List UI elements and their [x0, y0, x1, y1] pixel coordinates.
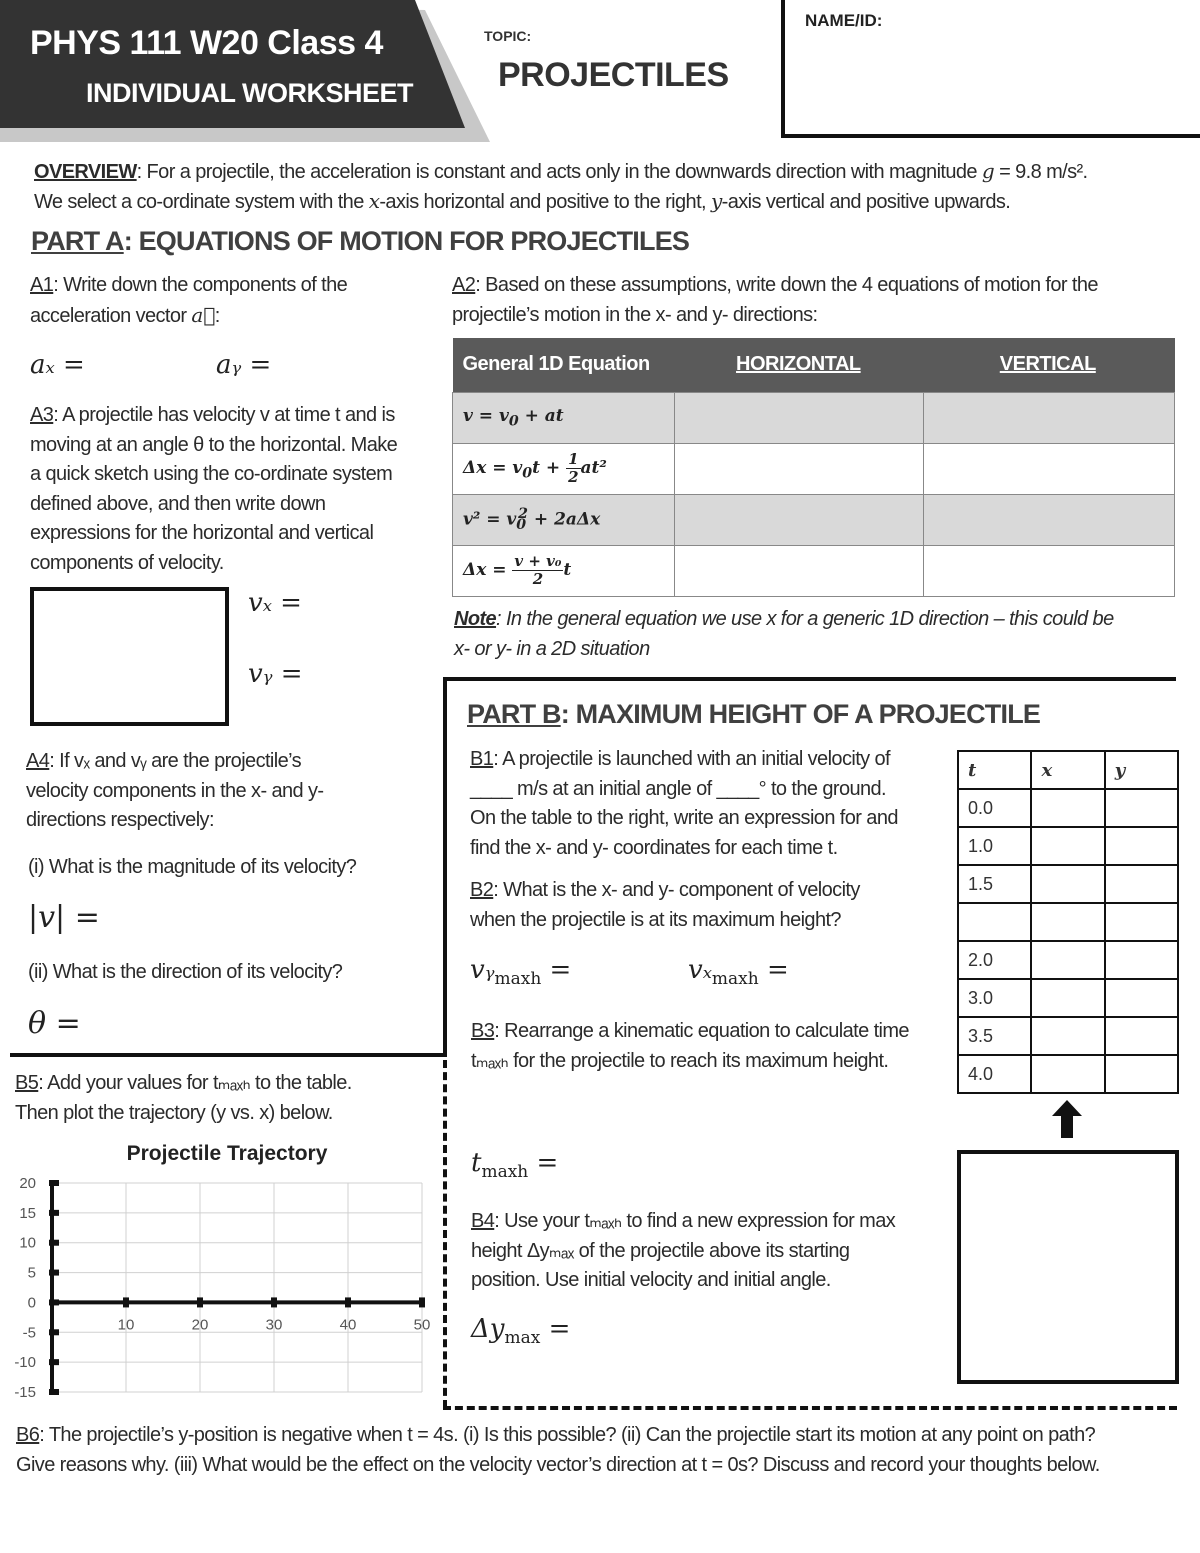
overview-line-2: We select a co-ordinate system with the x-axis horizontal and positive to the right, y-axis vertical and positive upwards.: [34, 189, 1011, 213]
b-time-cell-tmaxh[interactable]: [958, 903, 1031, 941]
ax-answer[interactable]: aₓ =: [30, 350, 85, 380]
b5-question: B5: Add your values for tₘₐₓₕ to the table. Then plot the trajectory (y vs. x) below.: [15, 1072, 352, 1124]
eq-row-4: Δx = $\frac{\text{v + v₀}}{2}$ t: [453, 545, 675, 596]
eq-row-3: $v^2 = v_0^2 + 2a\Delta x$: [453, 494, 675, 545]
x-tick-label: 10: [117, 1316, 135, 1334]
vy-maxh-answer[interactable]: vᵧ$_{maxh}$ =: [470, 955, 572, 990]
course-title: PHYS 111 W20 Class 4: [30, 24, 383, 62]
b-time-cell: 1.0: [958, 827, 1031, 865]
y-tick-mark: [49, 1180, 59, 1186]
dashed-divider-horizontal: [443, 1406, 1177, 1410]
a3-question: A3: A projectile has velocity v at time t and is moving at an angle θ to the horizontal. Make a quick sketch using the co-ordinate system defined above, and then write down expressions for the horizontal and vertical components of velocity.: [30, 404, 398, 574]
eq-cell-v4[interactable]: [924, 545, 1175, 596]
a2-question: A2: Based on these assumptions, write down the 4 equations of motion for the projectile’s motion in the x- and y- directions:: [452, 274, 1098, 326]
x-tick-mark: [345, 1297, 351, 1307]
b-x-cell[interactable]: [1031, 1017, 1104, 1055]
eq-cell-h3[interactable]: [674, 494, 924, 545]
b-y-cell[interactable]: [1105, 979, 1178, 1017]
y-tick-label: 15: [19, 1204, 36, 1222]
part-b-heading: PART B: MAXIMUM HEIGHT OF A PROJECTILE: [467, 699, 1041, 729]
b-time-cell: 3.0: [958, 979, 1031, 1017]
y-tick-mark: [49, 1359, 59, 1365]
b-x-cell[interactable]: [1031, 979, 1104, 1017]
topic-title: PROJECTILES: [498, 56, 729, 94]
dy-max-answer[interactable]: $\Delta y_{max}$ =: [471, 1314, 571, 1349]
eq-cell-v2[interactable]: [924, 443, 1175, 494]
part-a-heading: PART A: EQUATIONS OF MOTION FOR PROJECTILES: [31, 226, 690, 256]
a4-question: A4: If vₓ and vᵧ are the projectile’s velocity components in the x- and y- directions respectively:: [26, 750, 324, 831]
eq-cell-v3[interactable]: [924, 494, 1175, 545]
chart-grid: [52, 1183, 422, 1392]
y-tick-label: 5: [27, 1264, 36, 1282]
theta-answer[interactable]: θ =: [28, 1006, 81, 1041]
eq-cell-h1[interactable]: [674, 392, 924, 443]
a1-question: A1: Write down the components of the acceleration vector a⃗:: [30, 274, 348, 327]
y-tick-label: 20: [19, 1175, 36, 1192]
a4-q1: (i) What is the magnitude of its velocity?: [28, 856, 357, 878]
part-b-top-border: [443, 677, 1176, 681]
worksheet-subtitle: INDIVIDUAL WORKSHEET: [86, 78, 414, 108]
time-position-table: [957, 750, 1179, 1094]
overview-label: OVERVIEW: [34, 161, 137, 183]
a4-q2: (ii) What is the direction of its velocity?: [28, 961, 343, 983]
eq-header-horizontal: HORIZONTAL: [674, 338, 924, 392]
vx-answer[interactable]: vₓ =: [248, 588, 302, 618]
y-tick-label: -10: [14, 1354, 36, 1372]
note-text: Note: In the general equation we use x for a generic 1D direction – this could be x- or y- in a 2D situation: [454, 608, 1114, 660]
eq-row-1: $v = v_0$ + at: [453, 392, 675, 443]
y-tick-mark: [49, 1299, 59, 1305]
name-id-label: NAME/ID:: [805, 11, 883, 30]
chart-axes: [52, 1183, 422, 1392]
b3-question: B3: Rearrange a kinematic equation to calculate time tₘₐₓₕ for the projectile to reach its maximum height.: [471, 1020, 909, 1072]
b-time-cell: 2.0: [958, 941, 1031, 979]
b-y-cell[interactable]: [1105, 789, 1178, 827]
header-shape: [0, 0, 490, 142]
b-time-cell: 0.0: [958, 789, 1031, 827]
y-tick-mark: [49, 1329, 59, 1335]
chart-title: Projectile Trajectory: [126, 1142, 328, 1165]
eq-cell-h4[interactable]: [674, 545, 924, 596]
b-y-cell[interactable]: [1105, 903, 1178, 941]
y-tick-label: 10: [19, 1234, 36, 1252]
header-banner: [0, 0, 490, 142]
b-x-cell[interactable]: [1031, 865, 1104, 903]
b-y-cell[interactable]: [1105, 827, 1178, 865]
b2-question: B2: What is the x- and y- component of velocity when the projectile is at its maximum height?: [470, 879, 860, 931]
y-tick-label: 0: [27, 1294, 36, 1312]
x-tick-mark: [419, 1297, 425, 1307]
a3-sketch-box[interactable]: [30, 587, 229, 726]
y-tick-label: -15: [14, 1384, 36, 1401]
part-a-bottom-border: [10, 1053, 447, 1057]
b-header-x: x: [1031, 751, 1104, 789]
equations-table: [452, 338, 1175, 597]
b6-question: B6: The projectile’s y-position is negative when t = 4s. (i) Is this possible? (ii) Can the projectile start its motion at any point on path? Give reasons why. (iii) What would be the effect on the velocity vector’s direction at t = 0s? Discuss and record your thoughts below.: [16, 1424, 1100, 1476]
y-tick-label: -5: [22, 1324, 36, 1342]
b-time-cell: 4.0: [958, 1055, 1031, 1093]
part-b-left-border: [443, 677, 447, 1057]
b-time-cell: 3.5: [958, 1017, 1031, 1055]
b-header-y: y: [1105, 751, 1178, 789]
trajectory-chart[interactable]: [0, 1135, 440, 1405]
y-tick-mark: [49, 1389, 59, 1395]
b-time-cell: 1.5: [958, 865, 1031, 903]
dashed-divider-vertical: [443, 1060, 447, 1408]
vx-maxh-answer[interactable]: vₓ$_{maxh}$ =: [688, 955, 789, 990]
eq-row-2: $\Delta x = v_0t$ + $\frac{1}{2}$ at²: [453, 443, 675, 494]
eq-cell-h2[interactable]: [674, 443, 924, 494]
x-tick-label: 50: [413, 1316, 431, 1334]
b-y-cell[interactable]: [1105, 1055, 1178, 1093]
b-x-cell[interactable]: [1031, 1055, 1104, 1093]
y-tick-mark: [49, 1240, 59, 1246]
chart-ticks: [14, 1175, 430, 1401]
b-header-t: t: [958, 751, 1031, 789]
b-x-cell[interactable]: [1031, 903, 1104, 941]
eq-cell-v1[interactable]: [924, 392, 1175, 443]
eq-header-general: General 1D Equation: [453, 338, 675, 392]
velocity-magnitude-answer[interactable]: |v| =: [28, 900, 100, 935]
x-tick-label: 20: [191, 1316, 209, 1334]
y-tick-mark: [49, 1270, 59, 1276]
b4-work-box[interactable]: [957, 1150, 1179, 1384]
x-tick-mark: [197, 1297, 203, 1307]
x-tick-mark: [271, 1297, 277, 1307]
b-y-cell[interactable]: [1105, 941, 1178, 979]
ay-answer[interactable]: aᵧ =: [216, 350, 272, 380]
b-y-cell[interactable]: [1105, 865, 1178, 903]
overview-line-1: OVERVIEW: For a projectile, the acceleration is constant and acts only in the downwards direction with magnitude g = 9.8 m/s².: [34, 159, 1088, 183]
name-id-box[interactable]: [781, 0, 1200, 138]
vy-answer[interactable]: vᵧ =: [248, 659, 303, 689]
up-arrow-icon: [1052, 1100, 1082, 1138]
y-tick-mark: [49, 1210, 59, 1216]
b1-question: B1: A projectile is launched with an initial velocity of ____ m/s at an initial angle of ____° to the ground. On the table to the right, write an expression for and find the x- and y- coordinates for each time t.: [470, 748, 898, 859]
t-maxh-answer[interactable]: $t_{maxh}$ =: [471, 1148, 559, 1183]
x-tick-mark: [123, 1297, 129, 1307]
b4-question: B4: Use your tₘₐₓₕ to find a new expression for max height Δyₘₐₓ of the projectile above its starting position. Use initial velocity and initial angle.: [471, 1210, 896, 1291]
b-x-cell[interactable]: [1031, 941, 1104, 979]
topic-label: TOPIC:: [484, 28, 532, 44]
b-x-cell[interactable]: [1031, 827, 1104, 865]
b-x-cell[interactable]: [1031, 789, 1104, 827]
eq-header-vertical: VERTICAL: [924, 338, 1175, 392]
x-tick-label: 40: [339, 1316, 357, 1334]
b-y-cell[interactable]: [1105, 1017, 1178, 1055]
x-tick-label: 30: [265, 1316, 283, 1334]
